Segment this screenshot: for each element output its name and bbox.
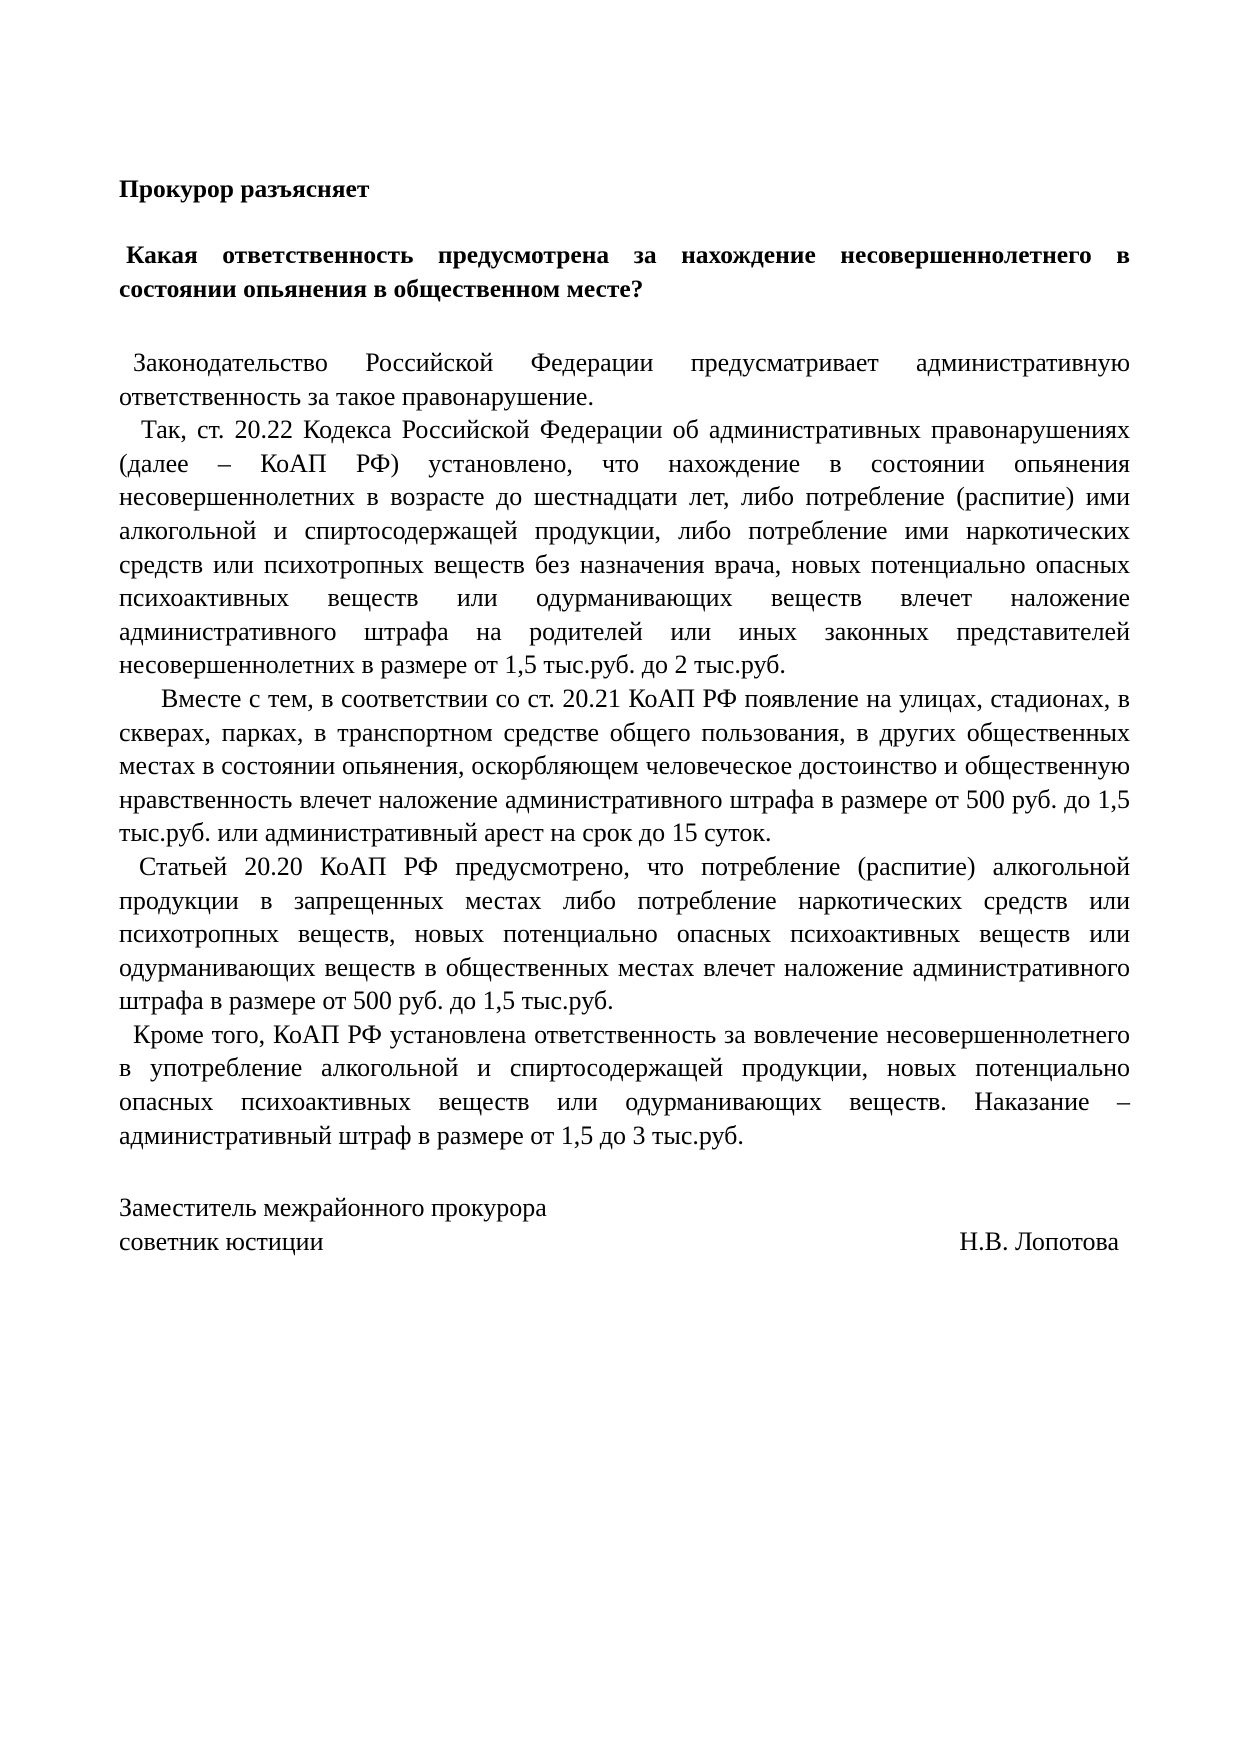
signature-block: [119, 1191, 1130, 1259]
article-text: [119, 346, 1130, 1152]
paragraph-3: Вместе с тем, в соответствии со ст. 20.21 КоАП РФ появление на улицах, стадионах, в скверах, парках, в транспортном средстве общего пользования, в других общественных местах в состоянии опьянения, оскорбляющем человеческое достоинство и общественную нравственность влечет наложение административного штрафа в размере от 500 руб. до 1,5 тыс.руб. или административный арест на срок до 15 суток.: [119, 683, 1130, 848]
signatory-position: Заместитель межрайонного прокурора: [119, 1193, 547, 1223]
paragraph-5: Кроме того, КоАП РФ установлена ответственность за вовлечение несовершеннолетнего в употребление алкогольной и спиртосодержащей продукции, новых потенциально опасных психоактивных веществ или одурманивающих веществ. Наказание – административный штраф в размере от 1,5 до 3 тыс.руб.: [119, 1019, 1130, 1150]
signature-line: [119, 1225, 1119, 1259]
question-title: Какая ответственность предусмотрена за нахождение несовершеннолетнего в состоянии опьянения в общественном месте?: [119, 240, 1130, 303]
document-heading: Прокурор разъясняет: [119, 174, 370, 203]
signatory-rank: советник юстиции: [119, 1227, 324, 1257]
signatory-name: Н.В. Лопотова: [959, 1227, 1119, 1257]
document-body: [119, 172, 1130, 1259]
paragraph-1: Законодательство Российской Федерации предусматривает административную ответственность за такое правонарушение.: [119, 348, 1130, 411]
paragraph-2: Так, ст. 20.22 Кодекса Российской Федерации об административных правонарушениях (далее – КоАП РФ) установлено, что нахождение в состоянии опьянения несовершеннолетних в возрасте до шестнадцати лет, либо потребление (распитие) ими алкогольной и спиртосодержащей продукции, либо потребление ими наркотических средств или психотропных веществ без назначения врача, новых потенциально опасных психоактивных веществ или одурманивающих веществ влечет наложение административного штрафа на родителей или иных законных представителей несовершеннолетних в размере от 1,5 тыс.руб. до 2 тыс.руб.: [119, 415, 1130, 680]
paragraph-4: Статьей 20.20 КоАП РФ предусмотрено, что потребление (распитие) алкогольной продукции в запрещенных местах либо потребление наркотических средств или психотропных веществ, новых потенциально опасных психоактивных веществ или одурманивающих веществ в общественных местах влечет наложение административного штрафа в размере от 500 руб. до 1,5 тыс.руб.: [119, 851, 1130, 1016]
